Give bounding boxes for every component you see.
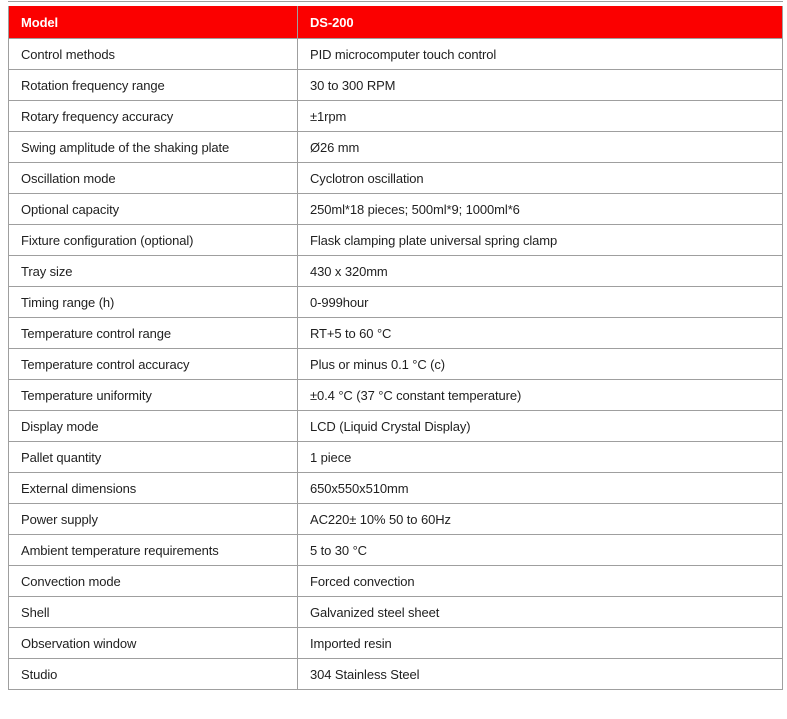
spec-value-cell: AC220± 10% 50 to 60Hz [298, 503, 783, 534]
header-row [9, 6, 783, 38]
spec-label-cell: Pallet quantity [9, 441, 298, 472]
spec-row [9, 193, 783, 224]
spec-value-cell: 30 to 300 RPM [298, 69, 783, 100]
spec-value-cell: PID microcomputer touch control [298, 38, 783, 69]
spec-label-cell: Display mode [9, 410, 298, 441]
spec-row [9, 596, 783, 627]
spec-value-cell: ±1rpm [298, 100, 783, 131]
spec-value-cell: 250ml*18 pieces; 500ml*9; 1000ml*6 [298, 193, 783, 224]
spec-value-cell: Plus or minus 0.1 °C (c) [298, 348, 783, 379]
spec-value-cell: Galvanized steel sheet [298, 596, 783, 627]
spec-label-cell: Ambient temperature requirements [9, 534, 298, 565]
spec-value-cell: RT+5 to 60 °C [298, 317, 783, 348]
spec-label-cell: Timing range (h) [9, 286, 298, 317]
spec-row [9, 38, 783, 69]
spec-row [9, 317, 783, 348]
spec-table [8, 6, 783, 690]
spec-row [9, 224, 783, 255]
spec-label-cell: Temperature control range [9, 317, 298, 348]
top-divider [8, 1, 783, 2]
spec-label-cell: Studio [9, 658, 298, 689]
spec-value-cell: 430 x 320mm [298, 255, 783, 286]
spec-row [9, 534, 783, 565]
spec-row [9, 255, 783, 286]
header-model-value-cell: DS-200 [298, 6, 783, 38]
spec-value-cell: Forced convection [298, 565, 783, 596]
spec-label-cell: External dimensions [9, 472, 298, 503]
spec-value-cell: ±0.4 °C (37 °C constant temperature) [298, 379, 783, 410]
spec-row [9, 131, 783, 162]
spec-row [9, 658, 783, 689]
spec-value-cell: 0-999hour [298, 286, 783, 317]
spec-row [9, 162, 783, 193]
spec-row [9, 503, 783, 534]
spec-value-cell: 5 to 30 °C [298, 534, 783, 565]
spec-row [9, 472, 783, 503]
spec-label-cell: Rotary frequency accuracy [9, 100, 298, 131]
spec-value-cell: LCD (Liquid Crystal Display) [298, 410, 783, 441]
spec-row [9, 410, 783, 441]
spec-label-cell: Temperature uniformity [9, 379, 298, 410]
spec-row [9, 627, 783, 658]
spec-value-cell: Cyclotron oscillation [298, 162, 783, 193]
spec-value-cell: Flask clamping plate universal spring clamp [298, 224, 783, 255]
header-model-cell: Model [9, 6, 298, 38]
spec-label-cell: Swing amplitude of the shaking plate [9, 131, 298, 162]
spec-label-cell: Control methods [9, 38, 298, 69]
spec-label-cell: Power supply [9, 503, 298, 534]
spec-label-cell: Convection mode [9, 565, 298, 596]
spec-value-cell: 1 piece [298, 441, 783, 472]
spec-row [9, 286, 783, 317]
spec-row [9, 348, 783, 379]
spec-label-cell: Temperature control accuracy [9, 348, 298, 379]
spec-label-cell: Rotation frequency range [9, 69, 298, 100]
spec-value-cell: 650x550x510mm [298, 472, 783, 503]
spec-label-cell: Shell [9, 596, 298, 627]
spec-row [9, 565, 783, 596]
spec-value-cell: Imported resin [298, 627, 783, 658]
spec-row [9, 379, 783, 410]
spec-row [9, 441, 783, 472]
spec-row [9, 100, 783, 131]
spec-value-cell: 304 Stainless Steel [298, 658, 783, 689]
spec-label-cell: Fixture configuration (optional) [9, 224, 298, 255]
spec-label-cell: Optional capacity [9, 193, 298, 224]
spec-label-cell: Oscillation mode [9, 162, 298, 193]
spec-row [9, 69, 783, 100]
spec-value-cell: Ø26 mm [298, 131, 783, 162]
spec-label-cell: Tray size [9, 255, 298, 286]
spec-label-cell: Observation window [9, 627, 298, 658]
